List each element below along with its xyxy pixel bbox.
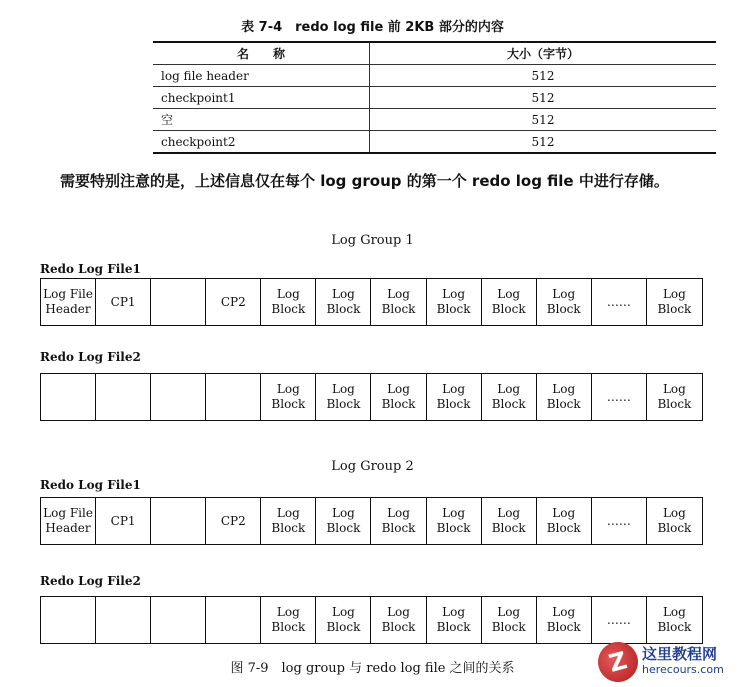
log-file-cell	[96, 374, 151, 420]
redo-log-file-row	[40, 596, 703, 644]
log-file-cell: ……	[592, 279, 647, 325]
redo-log-content-table	[153, 41, 716, 154]
watermark-logo-icon: Z	[594, 638, 643, 687]
table-cell-name: 空	[153, 109, 370, 131]
watermark-url: herecours.com	[642, 663, 724, 676]
note-paragraph: 需要特别注意的是，上述信息仅在每个 log group 的第一个 redo log file 中进行存储。	[60, 172, 669, 190]
log-file-cell	[151, 597, 206, 643]
redo-log-file-row	[40, 373, 703, 421]
log-file-cell: Log Block	[427, 279, 482, 325]
table-cell-size: 512	[370, 131, 717, 154]
log-file-cell: Log Block	[371, 374, 426, 420]
log-file-cell	[41, 374, 96, 420]
log-file-cell	[151, 374, 206, 420]
log-file-cell: CP2	[206, 498, 261, 544]
table-cell-name: checkpoint2	[153, 131, 370, 154]
log-file-cell	[96, 597, 151, 643]
log-file-cell	[206, 597, 261, 643]
log-file-cell: Log Block	[316, 279, 371, 325]
table-row	[153, 65, 716, 87]
watermark-name: 这里教程网	[642, 645, 718, 663]
log-file-cell: Log Block	[371, 597, 426, 643]
log-file-cell: Log Block	[261, 374, 316, 420]
log-group-title: Log Group 2	[331, 459, 414, 474]
log-file-cell: Log Block	[657, 605, 692, 634]
redo-log-file-label: Redo Log File2	[40, 350, 141, 364]
column-header-name: 名 称	[153, 42, 370, 65]
log-file-cell: Log Block	[261, 597, 316, 643]
log-file-cell: Log Block	[537, 498, 592, 544]
log-file-cell: Log Block	[482, 597, 537, 643]
log-file-cell: Log Block	[657, 382, 692, 411]
log-file-cell: Log Block	[482, 374, 537, 420]
log-file-cell: ……	[592, 597, 647, 643]
log-file-cell	[151, 498, 206, 544]
redo-log-file-label: Redo Log File2	[40, 574, 141, 588]
table-header-row	[153, 42, 716, 65]
log-file-cell: Log Block	[427, 374, 482, 420]
log-file-cell: Log Block	[657, 287, 692, 316]
redo-log-file-row	[40, 278, 703, 326]
log-file-cell: CP1	[96, 279, 151, 325]
site-watermark	[598, 640, 743, 684]
log-file-cell: Log Block	[371, 279, 426, 325]
redo-log-file-row	[40, 497, 703, 545]
redo-log-file-label: Redo Log File1	[40, 262, 141, 276]
log-file-cell: Log Block	[316, 498, 371, 544]
log-file-cell: CP2	[206, 279, 261, 325]
column-header-size: 大小（字节）	[370, 42, 717, 65]
log-file-cell: Log File Header	[41, 279, 96, 325]
log-file-cell: Log Block	[657, 506, 692, 535]
log-file-cell: ……	[592, 498, 647, 544]
table-row	[153, 87, 716, 109]
log-file-cell: Log Block	[537, 597, 592, 643]
table-caption: 表 7-4 redo log file 前 2KB 部分的内容	[241, 20, 504, 35]
log-file-cell: Log Block	[316, 374, 371, 420]
log-file-cell: Log Block	[371, 498, 426, 544]
log-file-cell	[41, 597, 96, 643]
log-file-cell: ……	[592, 374, 647, 420]
table-cell-size: 512	[370, 109, 717, 131]
table-cell-name: checkpoint1	[153, 87, 370, 109]
log-file-cell	[206, 374, 261, 420]
table-row	[153, 131, 716, 154]
watermark-text	[642, 646, 724, 678]
log-file-cell	[151, 279, 206, 325]
log-file-cell: Log Block	[482, 498, 537, 544]
log-file-cell: Log Block	[427, 498, 482, 544]
log-file-cell: Log Block	[537, 279, 592, 325]
redo-log-file-label: Redo Log File1	[40, 478, 141, 492]
log-file-cell: Log Block	[537, 374, 592, 420]
table-cell-name: log file header	[153, 65, 370, 87]
log-group-title: Log Group 1	[331, 233, 414, 248]
table-row	[153, 109, 716, 131]
log-file-cell: Log Block	[261, 279, 316, 325]
log-file-cell: Log File Header	[41, 498, 96, 544]
log-file-cell: CP1	[96, 498, 151, 544]
log-file-cell: Log Block	[482, 279, 537, 325]
figure-caption: 图 7-9 log group 与 redo log file 之间的关系	[230, 661, 515, 676]
table-cell-size: 512	[370, 65, 717, 87]
table-cell-size: 512	[370, 87, 717, 109]
log-file-cell: Log Block	[316, 597, 371, 643]
log-file-cell: Log Block	[261, 498, 316, 544]
log-file-cell: Log Block	[427, 597, 482, 643]
